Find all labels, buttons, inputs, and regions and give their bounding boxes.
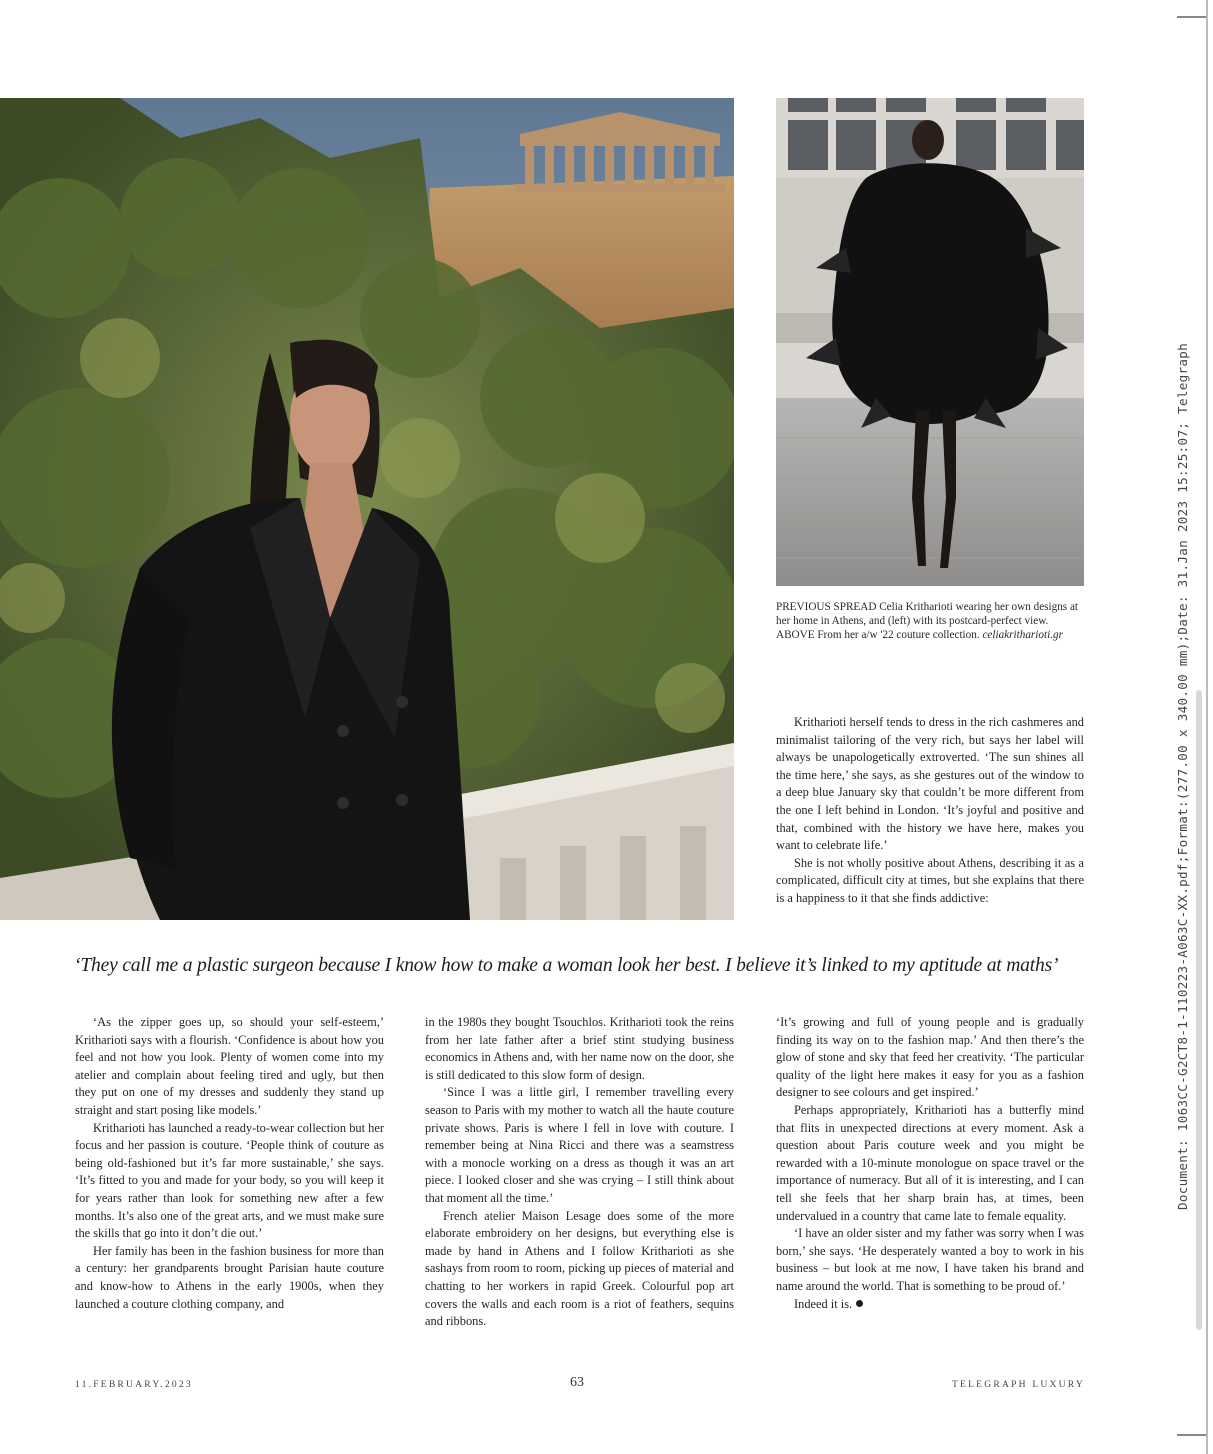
paragraph: French atelier Maison Lesage does some of the more elaborate embroidery on her designs, but everything else is made by hand in Athens and I follow Kritharioti as she sashays from room to room, picking up pieces of material and chatting to her workers in rapid Greek. Colourful pop art covers the walls and each room is a riot of feathers, sequins and ribbons. (425, 1208, 734, 1329)
footer-publication: TELEGRAPH LUXURY (952, 1379, 1086, 1390)
pull-quote: ‘They call me a plastic surgeon because I know how to make a woman look her best. I believe it’s linked to my aptitude at maths’ (74, 955, 1059, 976)
caption-url: celiakritharioti.gr (982, 629, 1063, 641)
text-column-1 (75, 1014, 384, 1313)
caption-text: PREVIOUS SPREAD Celia Kritharioti wearing her own designs at her home in Athens, and (left) with its postcard-perfect view. ABOVE From her a/w '22 couture collection. (776, 601, 1079, 641)
closing-line: Indeed it is. (794, 1296, 853, 1311)
paragraph: Kritharioti has launched a ready-to-wear collection but her focus and her passion is couture. ‘People think of couture as being old-fashioned but it’s far more sustainable,’ she says. ‘It’s fitted to you and made for your body, so you will keep it for years rather than look for something new after a few months. It’s also one of the great arts, and we must make sure the skills that go into it don’t die out.’ (75, 1120, 384, 1241)
crop-mark-vertical (1206, 0, 1208, 1454)
crop-mark-top (1177, 16, 1207, 18)
document-metadata: Document: 1063CC-G2CT8-1-110223-A063C-XX.pdf;Format:(277.00 x 340.00 mm);Date: 31.Jan 2023 15:25:07; Telegraph (1175, 342, 1190, 1210)
paragraph: ‘It’s growing and full of young people and is gradually finding its way on to the fashion map.’ And then there’s the glow of stone and sky that feed her creativity. ‘The particular quality of the light here makes it easy for you as a fashion designer to see colours and get inspired.’ (776, 1015, 1084, 1100)
text-column-2 (425, 1014, 734, 1331)
main-photo (0, 98, 734, 920)
end-mark-icon (856, 1300, 863, 1307)
paragraph: She is not wholly positive about Athens, describing it as a complicated, difficult city at times, but she explains that there is a happiness to it that she finds addictive: (776, 855, 1084, 905)
paragraph: Perhaps appropriately, Kritharioti has a butterfly mind that flits in unexpected directions at every moment. Ask a question about Paris couture week and you might be rewarded with a 10-minute monologue on space travel or the importance of numeracy. But all of it is interesting, and I can tell she feels that her sharp brain has, at times, been undervalued in a country that came late to female equality. (776, 1102, 1084, 1223)
text-column-3 (776, 1014, 1084, 1313)
photo-caption (776, 600, 1086, 642)
paragraph: Kritharioti herself tends to dress in the rich cashmeres and minimalist tailoring of the very rich, but says her label will always be unapologetically extroverted. ‘The sun shines all the time here,’ she says, as she gestures out of the window to a deep blue January sky that couldn’t be more different from the one I left behind in London. ‘It’s joyful and positive and that, combined with the history we have here, makes you want to celebrate life.’ (776, 715, 1084, 853)
page-number: 63 (570, 1375, 584, 1390)
paragraph: ‘Since I was a little girl, I remember travelling every season to Paris with my mother to watch all the haute couture private shows. Paris is where I fell in love with couture. I remember being at Nina Ricci and there was a seamstress with a monocle working on a dress as though it was an art piece. I looked closer and she was crying – I still think about that moment all the time.’ (425, 1085, 734, 1205)
vertical-scrollbar[interactable] (1196, 690, 1202, 1330)
runway-photo (776, 98, 1084, 586)
paragraph: Her family has been in the fashion business for more than a century: her grandparents brought Parisian haute couture and know-how to Athens in the early 1900s, when they launched a couture clothing company, and (75, 1243, 384, 1311)
closing-paragraph (776, 1296, 1084, 1314)
paragraph: in the 1980s they bought Tsouchlos. Kritharioti took the reins from her late father after a brief stint studying business economics in Athens and, with her name now on the door, she is still dedicated to this slow form of design. (425, 1015, 734, 1082)
paragraph: ‘As the zipper goes up, so should your self-esteem,’ Kritharioti says with a flourish. ‘Confidence is about how you feel and not how you look. Plenty of women come into my atelier and complain about feeling tired and ugly, but then they put on one of my dresses and suddenly they stand up straight and start posing like models.’ (75, 1015, 384, 1117)
crop-mark-bottom (1177, 1434, 1207, 1436)
paragraph: ‘I have an older sister and my father was sorry when I was born,’ she says. ‘He desperately wanted a boy to work in his business – but look at me now, I have taken his brand and name around the world. That is something to be proud of.’ (776, 1226, 1084, 1293)
footer-date: 11.FEBRUARY.2023 (75, 1379, 193, 1390)
right-column-text (776, 714, 1084, 908)
